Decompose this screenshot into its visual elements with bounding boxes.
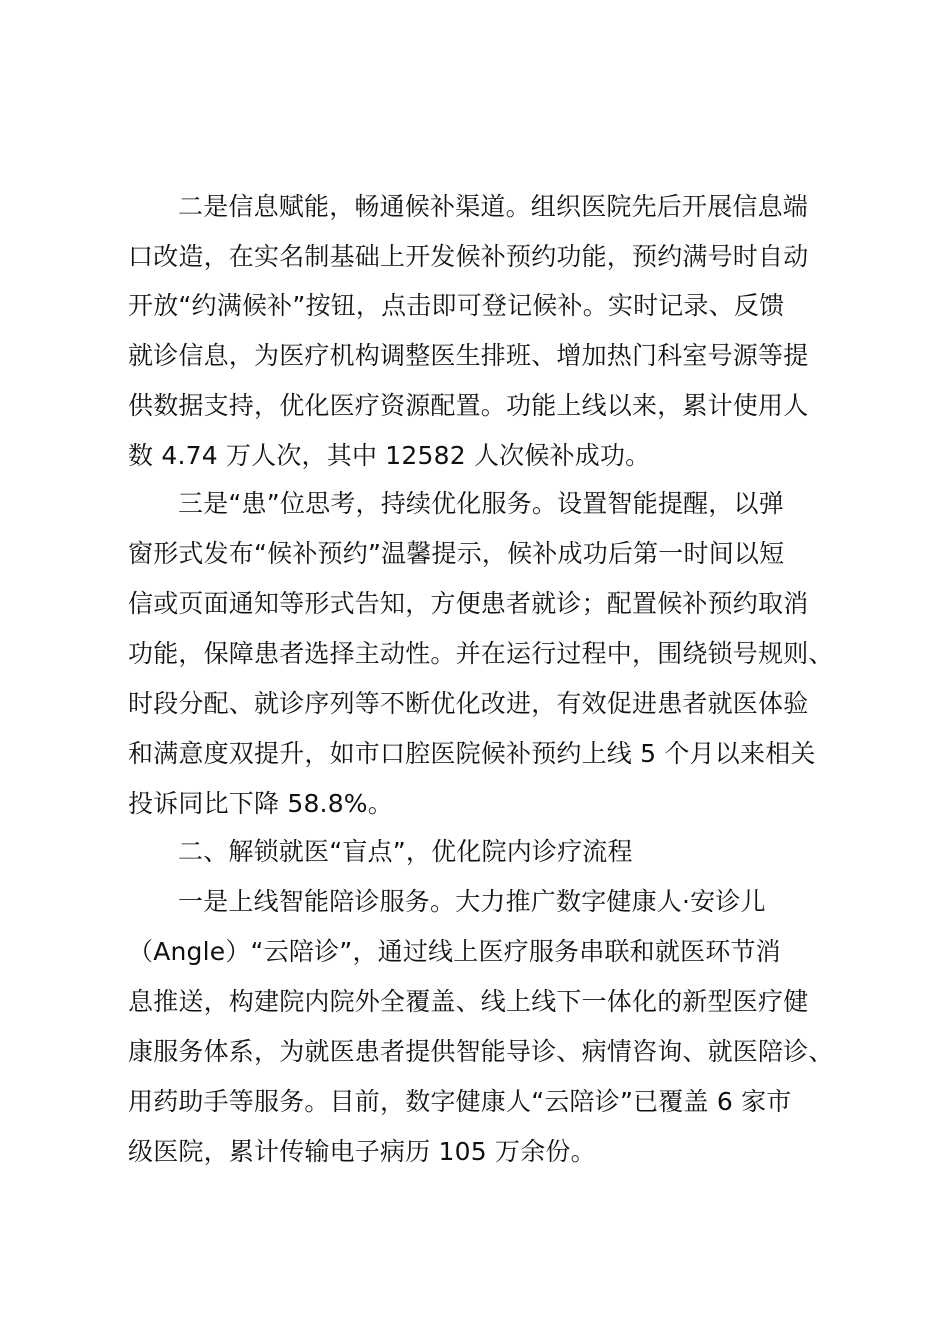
paragraph-2-line-3: 信或页面通知等形式告知，方便患者就诊；配置候补预约取消: [128, 589, 809, 618]
paragraph-1-line-6: 数 4.74 万人次，其中 12582 人次候补成功。: [128, 441, 651, 470]
paragraph-3-line-6: 级医院，累计传输电子病历 105 万余份。: [128, 1137, 596, 1166]
paragraph-1-line-5: 供数据支持，优化医疗资源配置。功能上线以来，累计使用人: [128, 391, 809, 420]
paragraph-3-line-3: 息推送，构建院内院外全覆盖、线上线下一体化的新型医疗健: [128, 987, 809, 1016]
section-heading: 二、解锁就医“盲点”，优化院内诊疗流程: [178, 837, 633, 866]
paragraph-1-line-1: 二是信息赋能，畅通候补渠道。组织医院先后开展信息端: [178, 192, 809, 221]
paragraph-1-line-3: 开放“约满候补”按钮，点击即可登记候补。实时记录、反馈: [128, 291, 785, 320]
paragraph-2-line-2: 窗形式发布“候补预约”温馨提示，候补成功后第一时间以短: [128, 539, 785, 568]
paragraph-3-line-5: 用药助手等服务。目前，数字健康人“云陪诊”已覆盖 6 家市: [128, 1087, 792, 1116]
paragraph-2-line-1: 三是“患”位思考，持续优化服务。设置智能提醒，以弹: [178, 489, 784, 518]
paragraph-2-line-7: 投诉同比下降 58.8%。: [128, 789, 393, 818]
paragraph-3-line-2: （Angle）“云陪诊”，通过线上医疗服务串联和就医环节消: [128, 937, 781, 966]
paragraph-3-line-1: 一是上线智能陪诊服务。大力推广数字健康人·安诊儿: [178, 887, 766, 916]
paragraph-2-line-6: 和满意度双提升，如市口腔医院候补预约上线 5 个月以来相关: [128, 739, 816, 768]
paragraph-1-line-2: 口改造，在实名制基础上开发候补预约功能，预约满号时自动: [128, 242, 809, 271]
paragraph-2-line-4: 功能，保障患者选择主动性。并在运行过程中，围绕锁号规则、: [128, 639, 834, 668]
paragraph-3-line-4: 康服务体系，为就医患者提供智能导诊、病情咨询、就医陪诊、: [128, 1037, 834, 1066]
paragraph-1-line-4: 就诊信息，为医疗机构调整医生排班、增加热门科室号源等提: [128, 341, 809, 370]
paragraph-2-line-5: 时段分配、就诊序列等不断优化改进，有效促进患者就医体验: [128, 689, 809, 718]
